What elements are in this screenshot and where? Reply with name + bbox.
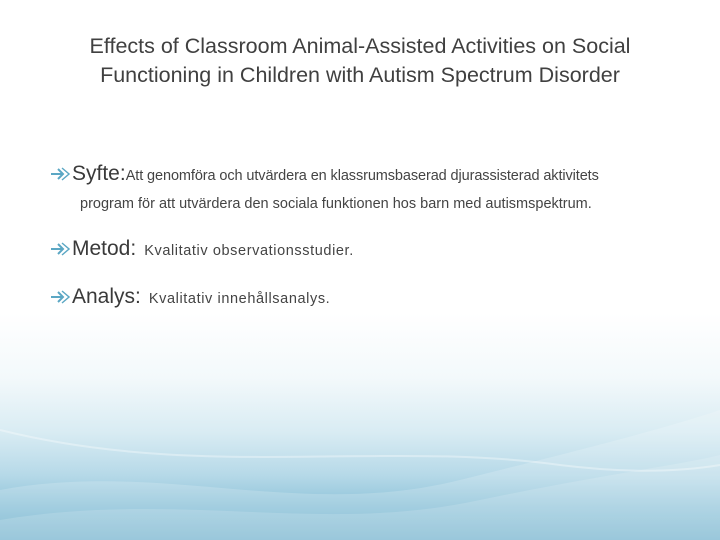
arrow-bullet-icon	[50, 290, 72, 304]
background-wave	[0, 370, 720, 540]
arrow-bullet-icon	[50, 242, 72, 256]
bullet-label: Syfte:	[72, 162, 126, 185]
bullet-text: Att genomföra och utvärdera en klassrumsbaserad djurassisterad aktivitets	[125, 168, 599, 184]
bullet-continuation: program för att utvärdera den sociala funktionen hos barn med autismspektrum.	[80, 196, 592, 212]
title-line-1: Effects of Classroom Animal-Assisted Activities on Social	[89, 34, 631, 58]
bullet-analys	[50, 285, 690, 309]
slide-title	[20, 32, 700, 90]
bullet-label: Metod:	[72, 237, 137, 260]
bullet-text: Kvalitativ innehållsanalys.	[148, 291, 331, 307]
bullet-metod	[50, 237, 690, 261]
bullet-syfte	[50, 162, 690, 186]
bullet-label: Analys:	[72, 285, 141, 308]
arrow-bullet-icon	[50, 167, 72, 181]
title-line-2: Functioning in Children with Autism Spectrum Disorder	[100, 63, 620, 87]
bullet-text: Kvalitativ observationsstudier.	[144, 243, 354, 259]
